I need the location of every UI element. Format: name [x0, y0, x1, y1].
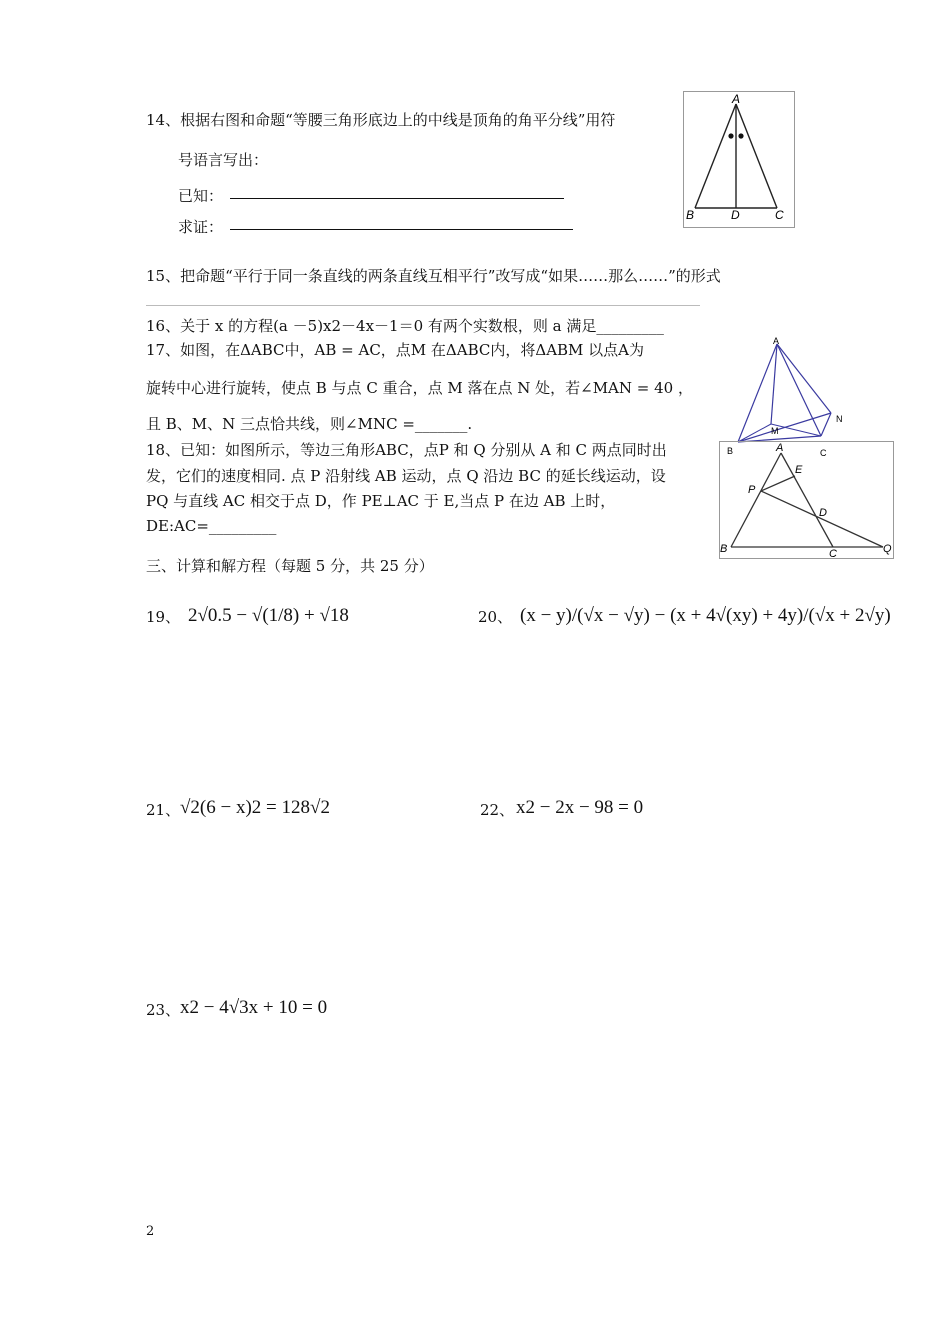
q15-answer-line: [146, 305, 700, 306]
fig17-label-n: N: [836, 414, 843, 424]
q14-line1: 14、根据右图和命题“等腰三角形底边上的中线是顶角的角平分线”用符: [146, 111, 616, 129]
q14-known-label: 已知：: [178, 187, 224, 205]
q21-expression: √2(6 − x)2 = 128√2: [180, 797, 330, 818]
q14-known-blank: [230, 198, 564, 199]
q18-line2: 发，它们的速度相同. 点 P 沿射线 AB 运动，点 Q 沿边 BC 的延长线运动，设: [146, 467, 666, 485]
fig17-label-a: A: [773, 336, 780, 346]
q23-number: 23、: [146, 1001, 181, 1019]
section3-title: 三、计算和解方程（每题 5 分，共 25 分）: [146, 557, 434, 575]
q14-prove-blank: [230, 229, 573, 230]
isosceles-triangle-figure: [683, 91, 795, 228]
fig17-label-m: M: [771, 426, 779, 436]
fig18-label-a: A: [776, 442, 784, 454]
q16-text: 16、关于 x 的方程(a －5)x2－4x－1＝0 有两个实数根，则 a 满足_________: [146, 317, 664, 335]
equilateral-triangle-figure: [719, 441, 894, 559]
q14-line2: 号语言写出：: [178, 151, 269, 169]
q18-line1: 18、已知：如图所示，等边三角形ABC，点P 和 Q 分别从 A 和 C 两点同时出: [146, 441, 667, 459]
q20-expression: (x − y)/(√x − √y) − (x + 4√(xy) + 4y)/(√x + 2√y): [520, 605, 891, 626]
fig18-label-p: P: [748, 484, 756, 496]
fig17-label-b: B: [727, 446, 734, 456]
q22-number: 22、: [480, 801, 515, 819]
fig17-label-c: C: [820, 448, 827, 458]
fig18-label-c: C: [829, 548, 837, 559]
fig18-label-d: D: [819, 507, 827, 519]
q17-line2: 旋转中心进行旋转，使点 B 与点 C 重合，点 M 落在点 N 处，若∠MAN = 40 ，: [146, 379, 693, 397]
fig18-label-q: Q: [883, 543, 892, 555]
q23-expression: x2 − 4√3x + 10 = 0: [180, 997, 328, 1018]
q22-expression: x2 − 2x − 98 = 0: [516, 797, 644, 818]
q15-text: 15、把命题“平行于同一条直线的两条直线互相平行”改写成“如果……那么……”的形式: [146, 267, 721, 285]
q19-number: 19、: [146, 608, 181, 626]
fig14-label-a: A: [732, 92, 741, 106]
fig14-label-b: B: [686, 208, 695, 222]
q19-expression: 2√0.5 − √(1/8) + √18: [188, 605, 349, 626]
q17-line3: 且 B、M、N 三点恰共线，则∠MNC =_______.: [146, 415, 473, 433]
q18-line3: PQ 与直线 AC 相交于点 D，作 PE⊥AC 于 E,当点 P 在边 AB 上时，: [146, 492, 616, 510]
q21-number: 21、: [146, 801, 181, 819]
q17-line1: 17、如图，在ΔABC中，AB = AC，点M 在ΔABC内，将ΔABM 以点A为: [146, 341, 645, 359]
q20-number: 20、: [478, 608, 513, 626]
fig18-label-e: E: [795, 464, 803, 476]
q14-prove-label: 求证：: [178, 218, 224, 236]
fig14-label-c: C: [775, 208, 784, 222]
fig18-label-b: B: [720, 543, 728, 555]
fig14-label-d: D: [731, 208, 740, 222]
q18-line4: DE:AC=_________: [146, 517, 277, 535]
page-number: 2: [146, 1224, 155, 1239]
